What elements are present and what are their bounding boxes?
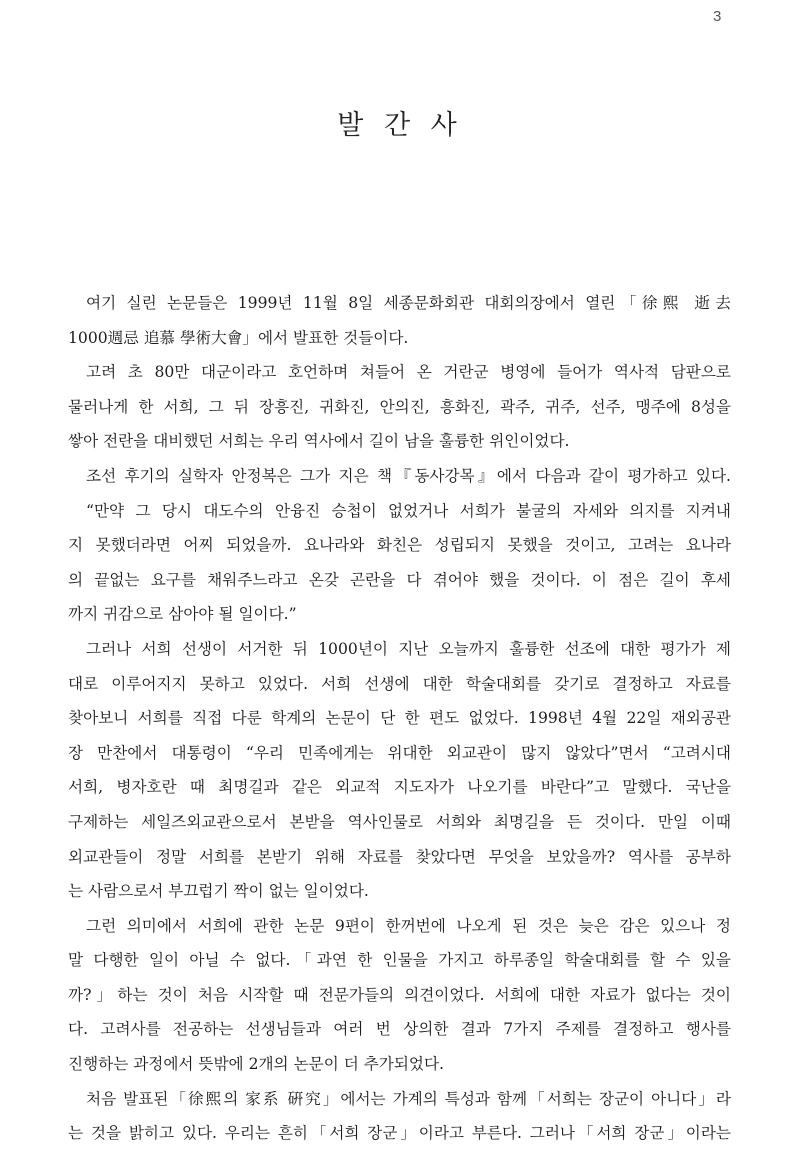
body-text — [68, 286, 731, 1151]
text-line: 대로 이루어지지 못하고 있었다. 서희 선생에 대한 학술대회를 갖기로 결정하고 자료를 — [68, 674, 731, 693]
text-line: 는 것을 밝히고 있다. 우리는 흔히「서희 장군」이라고 부른다. 그러나「서희 장군」이라는 — [68, 1124, 731, 1143]
text-line: 까지 귀감으로 삼아야 될 일이다.” — [68, 605, 297, 624]
text-line: 외교관들이 정말 서희를 본받기 위해 자료를 찾았다면 무엇을 보았을까? 역사를 공부하 — [68, 847, 731, 866]
text-line: 말 다행한 일이 아닐 수 없다.「과연 한 인물을 가지고 하루종일 학술대회를 할 수 있을 — [68, 951, 731, 970]
text-line: 까?」하는 것이 처음 시작할 때 전문가들의 의견이었다. 서희에 대한 자료가 없다는 것이 — [68, 985, 731, 1004]
text-line: 찾아보니 서희를 직접 다룬 학계의 논문이 단 한 편도 없었다. 1998년 4월 22일 재외공관 — [68, 709, 731, 728]
text-line: 그러나 서희 선생이 서거한 뒤 1000년이 지난 오늘까지 훌륭한 선조에 대한 평가가 제 — [86, 639, 731, 658]
text-line: 지 못했더라면 어찌 되었을까. 요나라와 화친은 성립되지 못했을 것이고, 고려는 요나라 — [68, 536, 731, 555]
text-line: 여기 실린 논문들은 1999년 11월 8일 세종문화회관 대회의장에서 열린「徐熙 逝去 — [86, 294, 731, 312]
text-line: 물러나게 한 서희, 그 뒤 장흥진, 귀화진, 안의진, 흥화진, 곽주, 귀주, 선주, 맹주에 8성을 — [68, 397, 731, 416]
text-line: 는 사람으로서 부끄럽기 짝이 없는 일이었다. — [68, 882, 369, 901]
text-line: 구제하는 세일즈외교관으로서 본받을 역사인물로 서희와 최명길을 든 것이다. 만일 이때 — [68, 812, 731, 831]
text-line: 쌓아 전란을 대비했던 서희는 우리 역사에서 길이 남을 훌륭한 위인이었다. — [68, 432, 570, 451]
text-line: 조선 후기의 실학자 안정복은 그가 지은 책『동사강목』에서 다음과 같이 평가하고 있다. — [86, 466, 731, 485]
text-line: 진행하는 과정에서 뜻밖에 2개의 논문이 더 추가되었다. — [68, 1055, 445, 1074]
text-line: 고려 초 80만 대군이라고 호언하며 쳐들어 온 거란군 병영에 들어가 역사적 담판으로 — [86, 363, 731, 382]
text-line: 1000週忌 追慕 學術大會」에서 발표한 것들이다. — [68, 328, 409, 347]
page-number: 3 — [713, 8, 722, 25]
page-title: 발 간 사 — [337, 110, 463, 142]
text-line: “만약 그 당시 대도수의 안융진 승첩이 없었거나 서희가 불굴의 자세와 의지를 지켜내 — [86, 501, 731, 520]
text-line: 그런 의미에서 서희에 관한 논문 9편이 한꺼번에 나오게 된 것은 늦은 감은 있으나 정 — [86, 916, 731, 935]
text-line: 서희, 병자호란 때 최명길과 같은 외교적 지도자가 나오기를 바란다”고 말했다. 국난을 — [68, 778, 731, 797]
text-line: 의 끝없는 요구를 채워주느라고 온갖 곤란을 다 겪어야 했을 것이다. 이 점은 길이 후세 — [68, 570, 731, 589]
text-line: 처음 발표된「徐熙의 家系 硏究」에서는 가계의 특성과 함께「서희는 장군이 아니다」라 — [86, 1089, 731, 1108]
text-line: 장 만찬에서 대통령이 “우리 민족에게는 위대한 외교관이 많지 않았다”면서 “고려시대 — [68, 743, 731, 762]
text-line: 다. 고려사를 전공하는 선생님들과 여러 번 상의한 결과 7가지 주제를 결정하고 행사를 — [68, 1020, 731, 1039]
